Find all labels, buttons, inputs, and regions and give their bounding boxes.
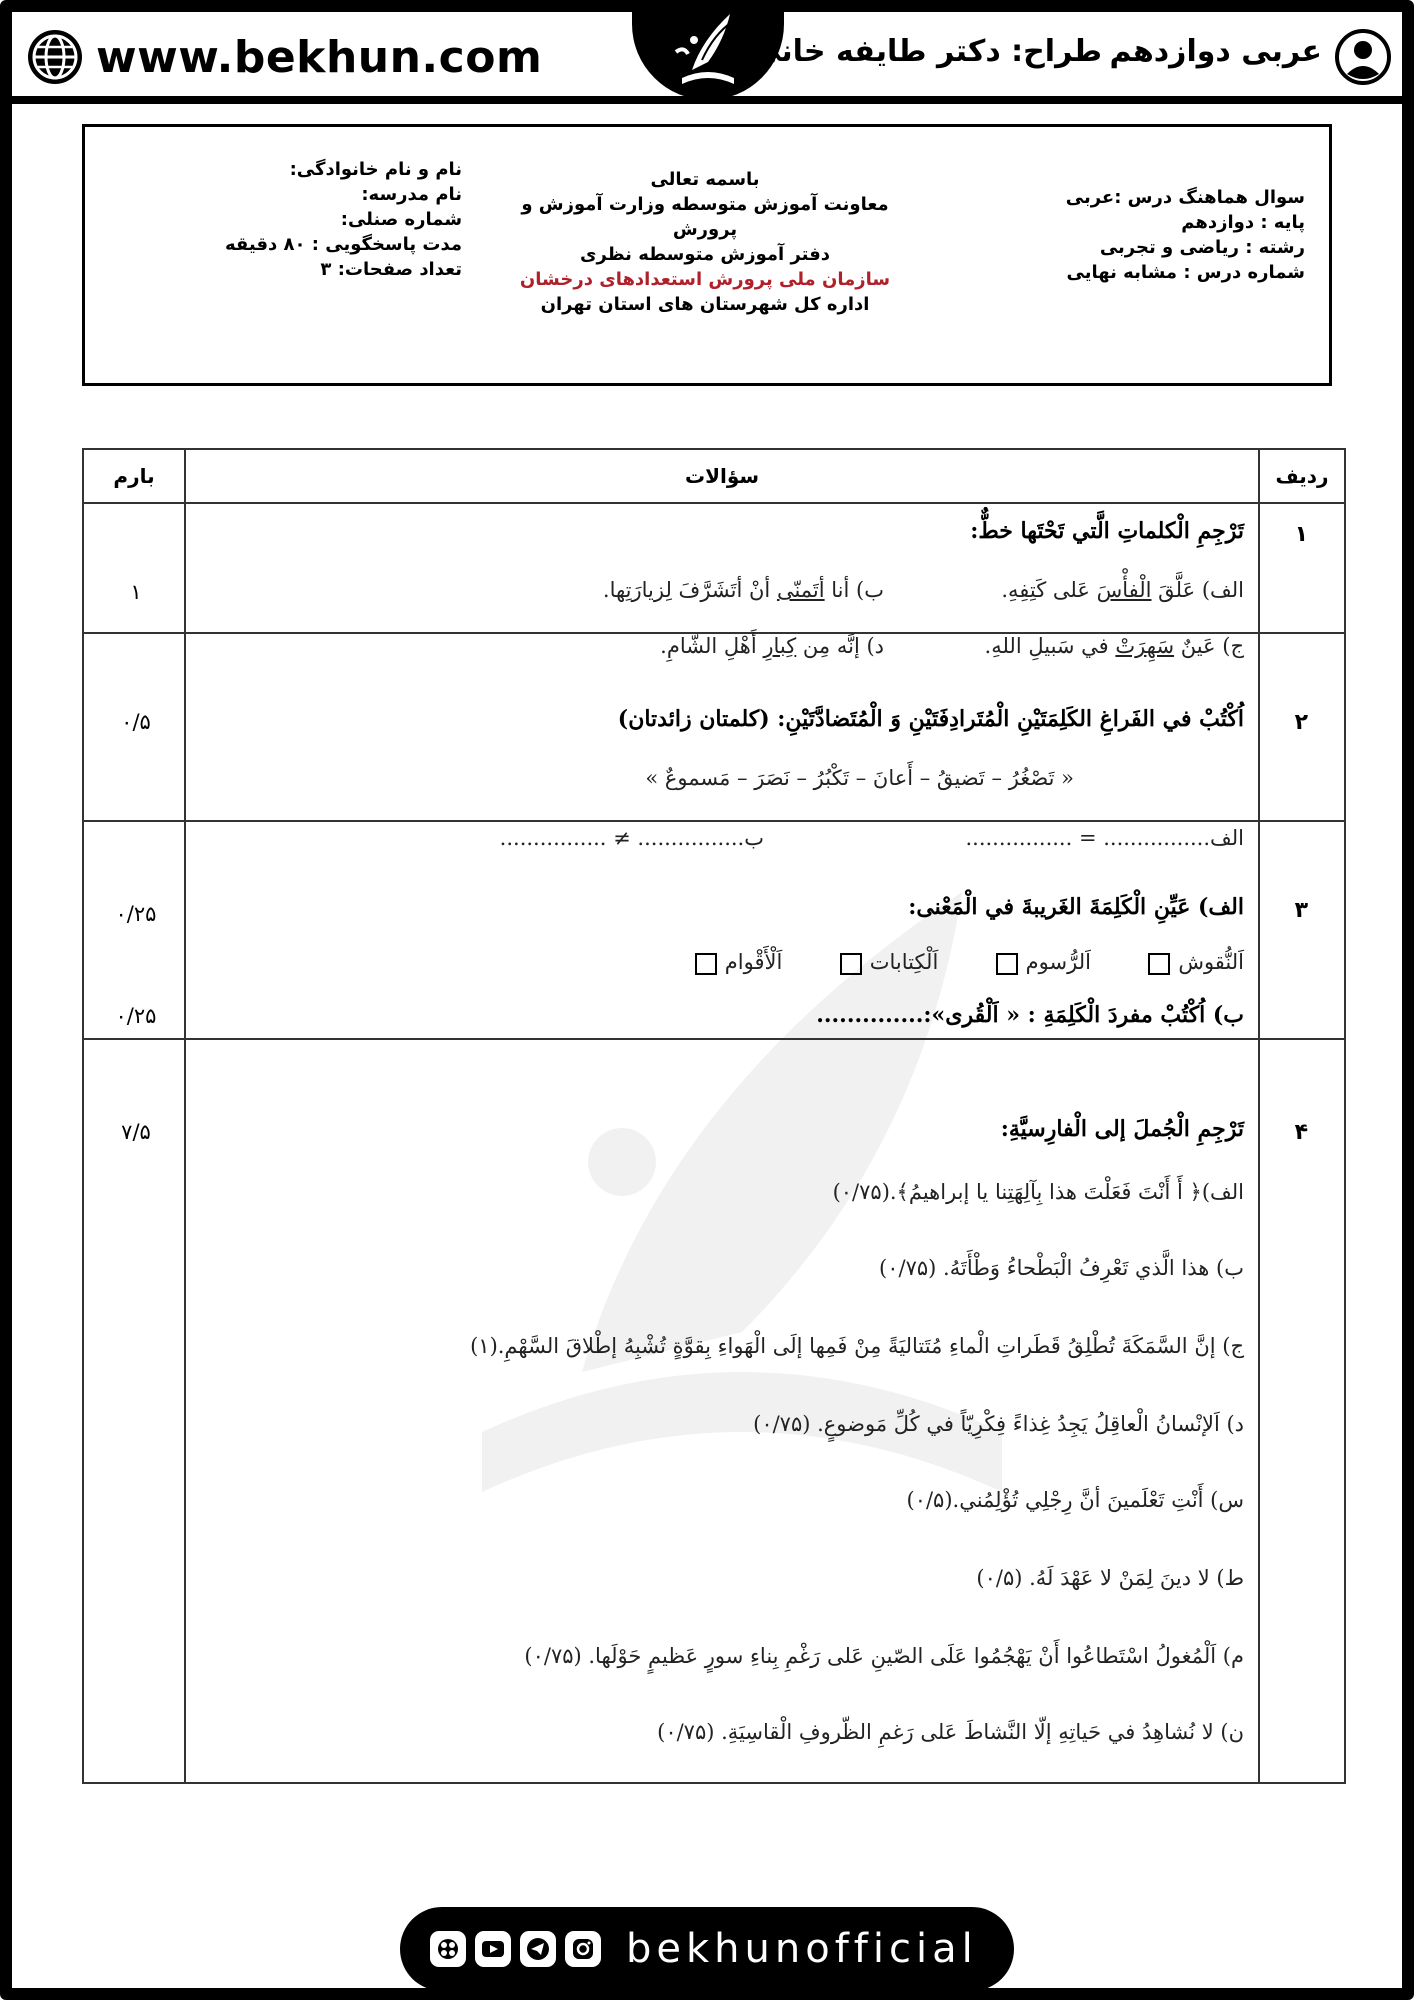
question-score-1: ۱ — [130, 580, 142, 604]
designer-label: طراح: دکتر طایفه خانی — [751, 34, 1102, 69]
question-4-sentence-1: الف)﴿ أَ أَنْتَ فَعَلْتَ هذا بِآلِهَتِنا يا إبراهيمُ﴾.(۰/۷۵) — [832, 1180, 1244, 1204]
question-1-item-c — [985, 634, 1244, 658]
org-line-2: معاونت آموزش متوسطه وزارت آموزش و پرورش — [521, 194, 889, 240]
social-handle[interactable]: bekhunofficial — [626, 1926, 978, 1972]
student-details — [225, 157, 462, 282]
question-number-3: ۳ — [1294, 898, 1308, 923]
question-3a-options — [687, 950, 1244, 975]
question-4-sentence-7: م) اَلْمُغولُ اسْتَطاعُوا أَنْ يَهْجُمُوا عَلَی الصّينِ عَلی رَغْمِ بِناءِ سورٍ عَظيمٍ حَوْلَها. (۰/۷۵) — [524, 1644, 1244, 1668]
org-line-1: باسمه تعالی — [650, 169, 760, 190]
question-1-title: تَرْجِمِ الْكلماتِ الَّتي تَحْتَها خطٌّ: — [970, 518, 1244, 544]
question-score-4: ۷/۵ — [121, 1120, 151, 1144]
seat-number-label: شماره صنلی: — [340, 209, 463, 230]
column-divider — [1258, 450, 1260, 1782]
aparat-icon[interactable] — [430, 1931, 466, 1967]
exam-code: شماره درس : مشابه نهایی — [1066, 262, 1305, 283]
globe-icon — [26, 28, 84, 86]
student-name-label: نام و نام خانوادگی: — [289, 159, 463, 180]
question-4-title: تَرْجِمِ الْجُملَ إلی الْفارِسيَّةِ: — [1000, 1116, 1244, 1142]
row-divider — [84, 1038, 1344, 1040]
site-link[interactable] — [26, 28, 542, 86]
org-line-5: اداره کل شهرستان های استان تهران — [540, 294, 870, 315]
option-1-label: اَلنُّقوش — [1178, 950, 1244, 974]
org-line-3: دفتر آموزش متوسطه نظری — [579, 244, 831, 265]
top-bar — [12, 12, 1402, 104]
page-count-label: تعداد صفحات: ۳ — [320, 259, 463, 280]
org-line-4: سازمان ملی پرورش استعدادهای درخشان — [519, 269, 891, 290]
q1-a-underlined: الْفأْسَ — [1096, 578, 1152, 602]
question-1-item-b — [603, 578, 884, 602]
duration-label: مدت پاسخگویی : ۸۰ دقیقه — [225, 234, 463, 255]
exam-organization — [505, 167, 905, 317]
column-header-questions: سؤالات — [186, 450, 1258, 504]
instagram-icon[interactable] — [565, 1931, 601, 1967]
social-footer[interactable] — [400, 1907, 1014, 1991]
question-4-sentence-4: د) اَلإنْسانُ الْعاقِلُ يَجِدُ غِذاءً فِكْرِيّاً في كُلِّ مَوضوعٍ. (۰/۷۵) — [753, 1412, 1244, 1436]
question-1-item-d — [660, 634, 884, 658]
question-3a-title: الف) عَيِّنِ الْكَلِمَةَ الغَريبةَ في الْمَعْنی: — [908, 894, 1244, 920]
exam-grade: پایه : دوازدهم — [1181, 212, 1305, 233]
question-2-title: اُكْتُبْ في الفَراغِ الكَلِمَتَيْنِ الْمُتَرادِفَتَيْنِ وَ الْمُتَضادَّتَيْنِ: (كلمتان زائدتان) — [617, 706, 1244, 732]
question-4-sentence-2: ب) هذا الَّذي تَعْرِفُ الْبَطْحاءُ وَطْأَتَهُ. (۰/۷۵) — [879, 1256, 1244, 1280]
option-4-checkbox[interactable] — [695, 953, 717, 975]
question-3b-title: ب) اُكْتُبْ مفردَ الْكَلِمَةِ : « اَلْقُری»:.............. — [816, 1002, 1244, 1028]
school-name-label: نام مدرسه: — [361, 184, 463, 205]
telegram-icon[interactable] — [520, 1931, 556, 1967]
q1-c-underlined: سَهِرَتْ — [1115, 634, 1175, 658]
option-3-checkbox[interactable] — [840, 953, 862, 975]
question-score-3a: ۰/۲۵ — [115, 902, 157, 926]
user-icon — [1334, 28, 1392, 86]
subject-label: عربی دوازدهم — [1109, 34, 1322, 69]
column-divider — [184, 450, 186, 1782]
question-number-2: ۲ — [1294, 710, 1308, 735]
q1-a-text-end: عَلی كَتِفِهِ. — [1001, 578, 1097, 602]
q1-b-text-end: أنْ أتَشَرَّفَ لِزيارَتِها. — [602, 578, 777, 602]
q1-d-text-end: أَهْلِ الشّامِ. — [660, 634, 764, 658]
question-number-1: ۱ — [1294, 522, 1308, 547]
q1-a-text: الف) عَلَّقَ — [1151, 578, 1244, 602]
option-1-checkbox[interactable] — [1148, 953, 1170, 975]
q1-d-underlined: كِبارِ — [763, 634, 797, 658]
q1-c-text-end: في سَبيلِ اللهِ. — [984, 634, 1116, 658]
q1-b-text: ب) أنا — [824, 578, 884, 602]
column-header-row: ردیف — [1260, 450, 1344, 504]
question-2-word-bank: « تَصْغُرُ – تَضيقُ – أَعانَ – تَكْبُرُ – نَصَرَ – مَسموعٌ » — [645, 766, 1074, 790]
q1-b-underlined: أتَمنّی — [776, 578, 825, 602]
row-divider — [84, 820, 1344, 822]
option-2-label: اَلرُّسوم — [1025, 950, 1091, 974]
question-4-sentence-5: س) أَنْتِ تَعْلَمينَ أنَّ رِجْلِي تُؤْلِمُني.(۰/۵) — [906, 1488, 1244, 1512]
q1-d-text: د) إنَّه مِن — [796, 634, 884, 658]
q1-c-text: ج) عَينٌ — [1174, 634, 1244, 658]
exam-subject: سوال هماهنگ درس :عربی — [1065, 187, 1305, 208]
option-4-label: اَلْأَقْوام — [724, 950, 783, 974]
question-4-sentence-8: ن) لا نُشاهِدُ في حَياتِهِ إلّا النَّشاطَ عَلی رَغمِ الظّروفِ الْقاسِيَةِ. (۰/۷۵) — [657, 1720, 1244, 1744]
exam-info-box — [82, 124, 1332, 386]
question-1-item-a — [1001, 578, 1244, 602]
question-number-4: ۴ — [1294, 1120, 1308, 1145]
exam-field: رشته : ریاضی و تجربی — [1099, 237, 1305, 258]
question-score-3b: ۰/۲۵ — [115, 1004, 157, 1028]
site-url[interactable]: www.bekhun.com — [96, 31, 543, 83]
social-icons — [430, 1931, 610, 1967]
question-table — [82, 448, 1346, 1784]
question-2-blank-b: ب................ ≠ ................ — [499, 826, 764, 850]
question-4-sentence-3: ج) إنَّ السَّمَكَةَ تُطْلِقُ قَطَراتِ الْماءِ مُتَتاليَةً مِنْ فَمِها إلَی الْهَواءِ بِقوَّةٍ تُشْبِهُ إطْلاقَ السَّهْمِ.(۱) — [470, 1334, 1244, 1358]
question-2-blank-a: الف................ = ................ — [965, 826, 1244, 850]
youtube-icon[interactable] — [475, 1931, 511, 1967]
exam-details — [1066, 185, 1305, 285]
column-header-score: بارم — [84, 450, 184, 504]
question-score-2: ۰/۵ — [121, 710, 151, 734]
option-2-checkbox[interactable] — [996, 953, 1018, 975]
option-3-label: اَلْكِتابات — [869, 950, 939, 974]
question-4-sentence-6: ط) لا دينَ لِمَنْ لا عَهْدَ لَهُ. (۰/۵) — [976, 1566, 1244, 1590]
